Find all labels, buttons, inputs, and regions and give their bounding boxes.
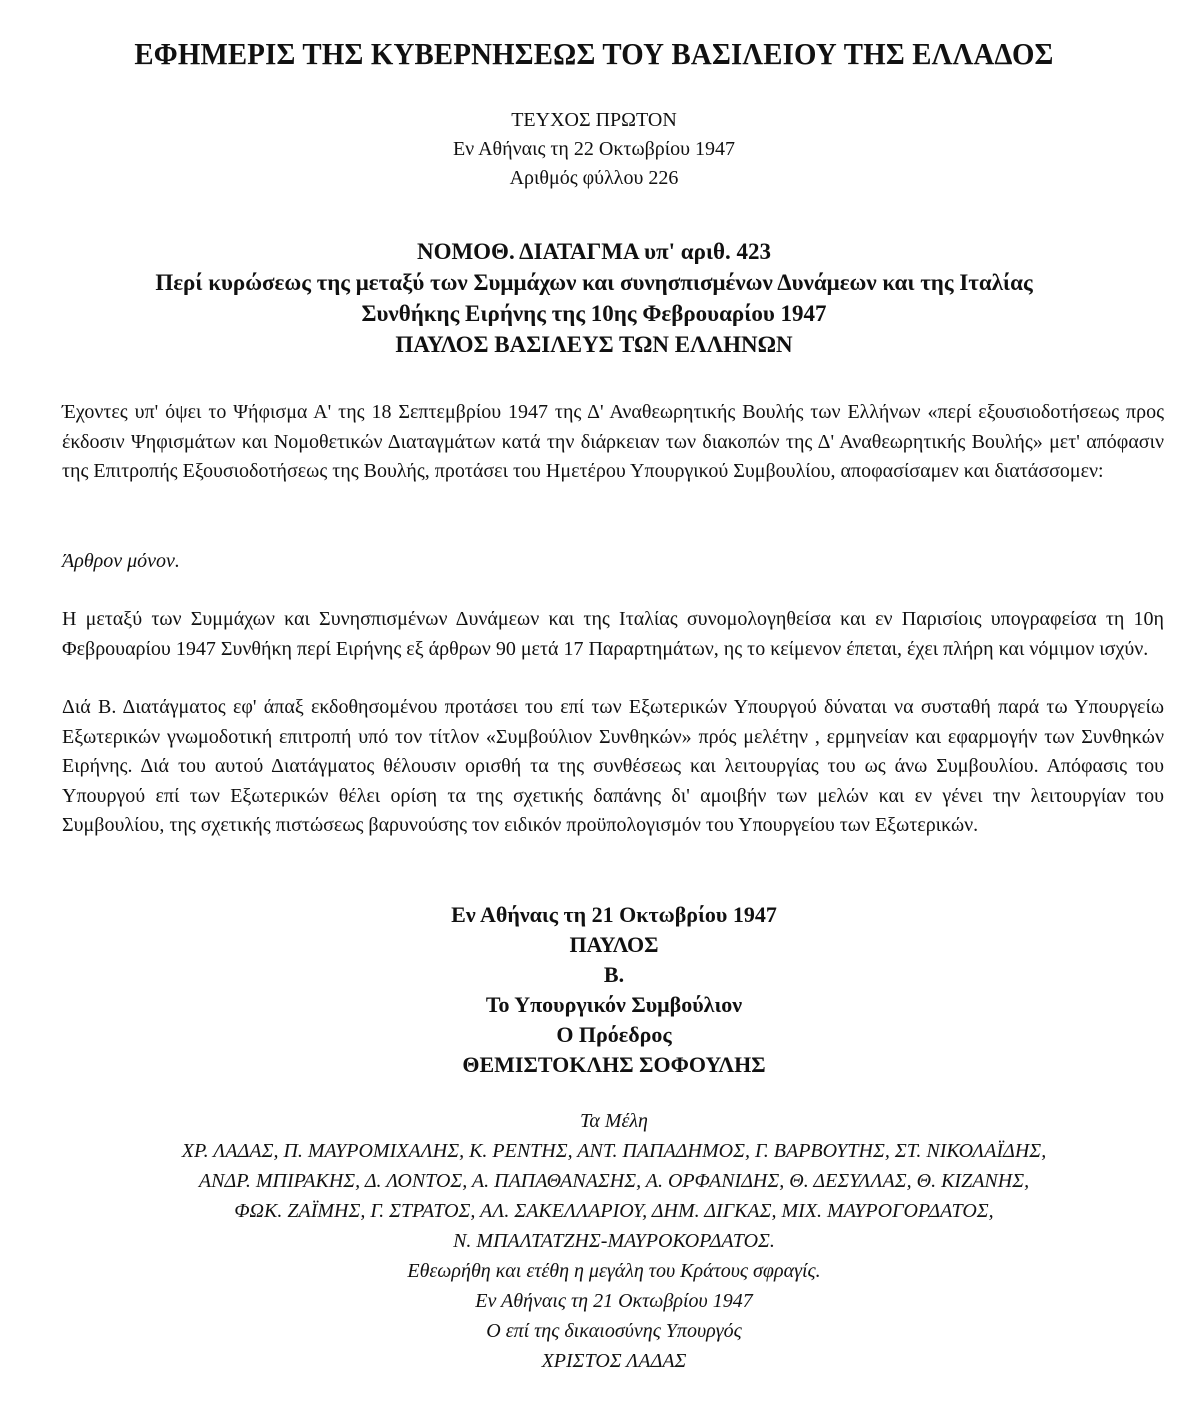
decree-title-line-2: Συνθήκης Ειρήνης της 10ης Φεβρουαρίου 1947 <box>361 301 827 326</box>
decree-heading <box>0 236 1188 360</box>
seal-note: Εθεωρήθη και ετέθη η μεγάλη του Κράτους σφραγίς. <box>407 1260 821 1282</box>
decree-title-line-1: Περί κυρώσεως της μεταξύ των Συμμάχων και συνησπισμένων Δυνάμεων και της Ιταλίας <box>155 270 1033 295</box>
members-line-4: Ν. ΜΠΑΛΤΑΤΖΗΣ-ΜΑΥΡΟΚΟΡΔΑΤΟΣ. <box>453 1230 775 1252</box>
preamble-text: Έχοντες υπ' όψει το Ψήφισμα Α' της 18 Σεπτεμβρίου 1947 της Δ' Αναθεωρητικής Βουλής των Ελλήνων «περί εξουσιοδοτήσεως προς έκδοσιν Ψηφισμάτων και Νομοθετικών Διαταγμάτων κατά την διάρκειαν των διακοπών της Δ' Αναθεωρητικής Βουλής» μετ' απόφασιν της Επιτροπής Εξουσιοδοτήσεως της Βουλής, προτάσει του Ημετέρου Υπουργικού Συμβουλίου, αποφασίσαμεν και διατάσσομεν: <box>62 401 1164 482</box>
article-text-1: Η μεταξύ των Συμμάχων και Συνησπισμένων Δυνάμεων και της Ιταλίας συνομολογηθείσα και εν Παρισίοις υπογραφείσα τη 10η Φεβρουαρίου 1947 Συνθήκη περί Ειρήνης εξ άρθρων 90 μετά 17 Παραρτημάτων, ης το κείμενον έπεται, έχει πλήρη και νόμιμον ισχύν. <box>62 608 1164 660</box>
justice-minister-name: ΧΡΙΣΤΟΣ ΛΑΔΑΣ <box>541 1350 687 1372</box>
article-text-2: Διά Β. Διατάγματος εφ' άπαξ εκδοθησομένου προτάσει του επί των Εξωτερικών Υπουργού δύναται να συσταθή παρά τω Υπουργείω Εξωτερικών γνωμοδοτική επιτροπή υπό τον τίτλον «Συμβούλιον Συνθηκών» πρός μελέτην , ερμηνείαν και εφαρμογήν των Συνθηκών Ειρήνης. Διά του αυτού Διατάγματος θέλουσιν ορισθή τα της συνθέσεως και λειτουργίας του ως άνω Συμβουλίου. Απόφασις του Υπουργού επί των Εξωτερικών θέλει ορίση τα της σχετικής δαπάνης δι' αμοιβήν των μελών και εν γένει την λειτουργίαν του Συμβουλίου, της σχετικής πιστώσεως βαρυνούσης τον ειδικόν προϋπολογισμόν του Υπουργείου των Εξωτερικών. <box>62 696 1164 836</box>
decree-king: ΠΑΥΛΟΣ ΒΑΣΙΛΕΥΣ ΤΩΝ ΕΛΛΗΝΩΝ <box>395 332 793 357</box>
seal-date: Εν Αθήναις τη 21 Οκτωβρίου 1947 <box>475 1290 753 1312</box>
article-heading: Άρθρον μόνον. <box>62 550 180 572</box>
members-line-1: ΧΡ. ΛΑΔΑΣ, Π. ΜΑΥΡΟΜΙΧΑΛΗΣ, Κ. ΡΕΝΤΗΣ, ΑΝΤ. ΠΑΠΑΔΗΜΟΣ, Γ. ΒΑΡΒΟΥΤΗΣ, ΣΤ. ΝΙΚΟΛΑΪΔΗΣ, <box>181 1140 1047 1162</box>
gazette-masthead: ΕΦΗΜΕΡΙΣ ΤΗΣ ΚΥΒΕΡΝΗΣΕΩΣ ΤΟΥ ΒΑΣΙΛΕΙΟΥ ΤΗΣ ΕΛΛΑΔΟΣ <box>134 36 1054 71</box>
decree-number: ΝΟΜΟΘ. ΔΙΑΤΑΓΜΑ υπ' αριθ. 423 <box>416 239 772 264</box>
members-line-2: ΑΝΔΡ. ΜΠΙΡΑΚΗΣ, Δ. ΛΟΝΤΟΣ, Α. ΠΑΠΑΘΑΝΑΣΗΣ, Α. ΟΡΦΑΝΙΔΗΣ, Θ. ΔΕΣΥΛΛΑΣ, Θ. ΚΙΖΑΝΗΣ, <box>198 1170 1030 1192</box>
signature-king-name: ΠΑΥΛΟΣ <box>569 932 659 957</box>
signature-king-initial: Β. <box>603 962 625 987</box>
signature-president-title: Ο Πρόεδρος <box>556 1022 672 1047</box>
issue-date: Εν Αθήναις τη 22 Οκτωβρίου 1947 <box>452 138 736 160</box>
signature-block <box>0 900 1188 1080</box>
signature-place-date: Εν Αθήναις τη 21 Οκτωβρίου 1947 <box>451 902 777 927</box>
issue-info <box>0 106 1188 193</box>
signature-council: Το Υπουργικόν Συμβούλιον <box>485 992 743 1017</box>
article-paragraph-1 <box>62 605 1164 664</box>
article-paragraph-2 <box>62 693 1164 841</box>
preamble-paragraph <box>62 398 1164 487</box>
issue-sheet-number: Αριθμός φύλλου 226 <box>509 167 679 189</box>
members-block <box>0 1106 1188 1376</box>
members-line-3: ΦΩΚ. ΖΑΪΜΗΣ, Γ. ΣΤΡΑΤΟΣ, ΑΛ. ΣΑΚΕΛΛΑΡΙΟΥ, ΔΗΜ. ΔΙΓΚΑΣ, ΜΙΧ. ΜΑΥΡΟΓΟΡΔΑΤΟΣ, <box>234 1200 994 1222</box>
signature-president-name: ΘΕΜΙΣΤΟΚΛΗΣ ΣΟΦΟΥΛΗΣ <box>462 1052 766 1077</box>
members-heading: Τα Μέλη <box>580 1110 648 1132</box>
justice-minister-title: Ο επί της δικαιοσύνης Υπουργός <box>486 1320 742 1342</box>
issue-volume: ΤΕΥΧΟΣ ΠΡΩΤΟΝ <box>511 109 677 131</box>
